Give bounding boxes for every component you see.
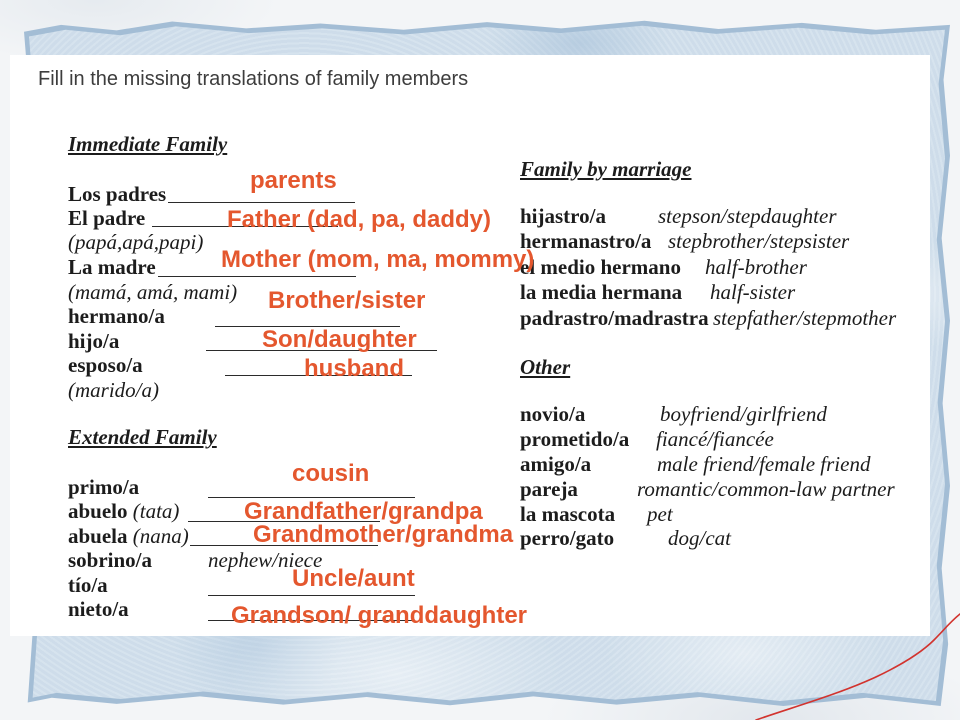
answer-mother: Mother (mom, ma, mommy): [221, 246, 535, 273]
term-hermano: hermano/a: [68, 304, 165, 328]
answer-brother-sister: Brother/sister: [268, 287, 426, 314]
term-sobrino: sobrino/a: [68, 548, 153, 572]
term-tio: tío/a: [68, 573, 108, 597]
translation-stepfather-stepmother: stepfather/stepmother: [713, 306, 897, 330]
answer-blank-line: [208, 595, 415, 596]
term-hijo: hijo/a: [68, 329, 120, 353]
answer-parents: parents: [250, 167, 337, 194]
term-hijastro: hijastro/a: [520, 204, 606, 228]
translation-half-brother: half-brother: [705, 255, 807, 279]
answer-grandmother: Grandmother/grandma: [253, 521, 514, 548]
heading-extended-family: Extended Family: [68, 425, 217, 449]
answer-father: Father (dad, pa, daddy): [227, 206, 492, 233]
worksheet-title: Fill in the missing translations of family members: [38, 68, 469, 90]
term-abuela: abuela: [68, 524, 128, 548]
translation-dog-cat: dog/cat: [668, 526, 731, 550]
term-perro-gato: perro/gato: [520, 526, 615, 550]
answer-son-daughter: Son/daughter: [262, 326, 417, 353]
answer-grandson-granddaughter: Grandson/ granddaughter: [231, 602, 528, 629]
term-el-padre: El padre: [68, 206, 146, 230]
term-padrastro-madrastra: padrastro/madrastra: [520, 306, 709, 330]
heading-family-by-marriage: Family by marriage: [520, 157, 692, 181]
translation-nephew-niece: nephew/niece: [208, 548, 323, 572]
term-medio-hermano: el medio hermano: [520, 255, 681, 279]
row-abuela: [68, 524, 189, 548]
translation-pet: pet: [647, 502, 673, 526]
term-la-madre: La madre: [68, 255, 156, 279]
note-tata: (tata): [132, 499, 180, 523]
translation-half-sister: half-sister: [710, 280, 796, 304]
heading-other: Other: [520, 355, 571, 379]
term-nieto: nieto/a: [68, 597, 129, 621]
term-los-padres: Los padres: [68, 182, 167, 206]
term-novio: novio/a: [520, 402, 586, 426]
translation-stepson-stepdaughter: stepson/stepdaughter: [658, 204, 837, 228]
note-nana: (nana): [132, 524, 189, 548]
answer-cousin: cousin: [292, 460, 370, 487]
note-marido: (marido/a): [68, 378, 159, 402]
term-esposo: esposo/a: [68, 353, 143, 377]
translation-partner: romantic/common-law partner: [637, 477, 895, 501]
answer-blank-line: [158, 276, 356, 277]
term-amigo: amigo/a: [520, 452, 592, 476]
heading-immediate-family: Immediate Family: [68, 132, 228, 156]
answer-uncle-aunt: Uncle/aunt: [292, 565, 415, 592]
translation-male-female-friend: male friend/female friend: [657, 452, 871, 476]
term-pareja: pareja: [520, 477, 578, 501]
note-papa: (papá,apá,papi): [68, 230, 204, 254]
term-primo: primo/a: [68, 475, 140, 499]
translation-fiance-fiancee: fiancé/fiancée: [656, 427, 774, 451]
term-prometido: prometido/a: [520, 427, 630, 451]
term-mascota: la mascota: [520, 502, 616, 526]
term-hermanastro: hermanastro/a: [520, 229, 652, 253]
row-abuelo: [68, 499, 179, 523]
term-abuelo: abuelo: [68, 499, 128, 523]
term-media-hermana: la media hermana: [520, 280, 683, 304]
answer-husband: husband: [304, 355, 404, 382]
translation-boyfriend-girlfriend: boyfriend/girlfriend: [660, 402, 827, 426]
answer-grandfather: Grandfather/grandpa: [244, 498, 483, 525]
answer-blank-line: [168, 202, 355, 203]
note-mama: (mamá, amá, mami): [68, 280, 238, 304]
translation-stepbrother-stepsister: stepbrother/stepsister: [668, 229, 850, 253]
